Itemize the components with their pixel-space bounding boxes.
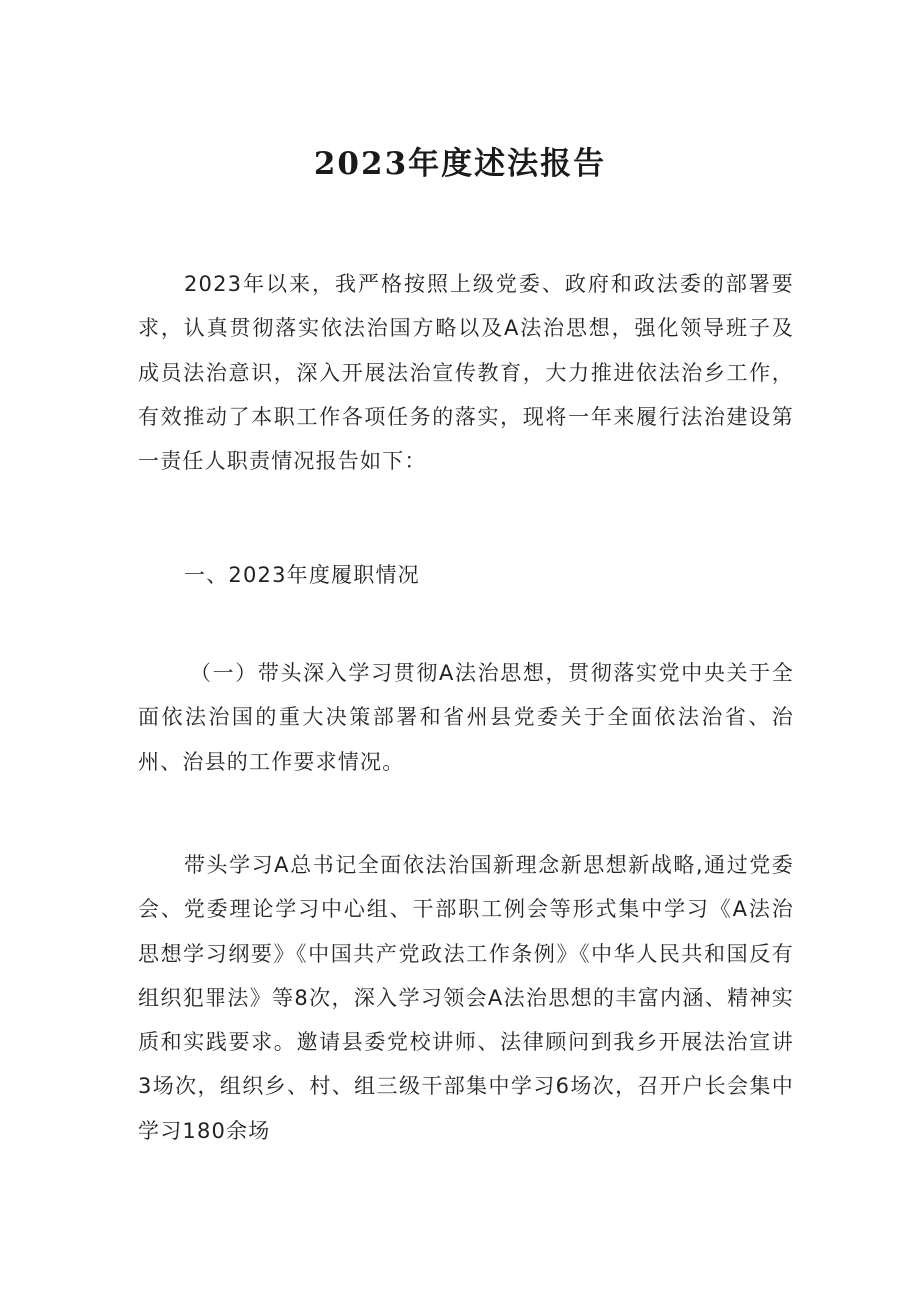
body-paragraph: 带头学习A总书记全面依法治国新理念新思想新战略,通过党委会、党委理论学习中心组、干部职工例会等形式集中学习《A法治思想学习纲要》《中国共产党政法工作条例》《中华人民共和国反有组织犯罪法》等8次，深入学习领会A法治思想的丰富内涵、精神实质和实践要求。邀请县委党校讲师、法律顾问到我乡开展法治宣讲3场次，组织乡、村、组三级干部集中学习6场次，召开户长会集中学习180余场 <box>138 853 794 1143</box>
subsection-heading: （一）带头深入学习贯彻A法治思想，贯彻落实党中央关于全面依法治国的重大决策部署和省州县党委关于全面依法治省、治州、治县的工作要求情况。 <box>138 661 794 774</box>
document-title: 2023年度述法报告 <box>313 146 607 182</box>
intro-paragraph: 2023年以来，我严格按照上级党委、政府和政法委的部署要求，认真贯彻落实依法治国方略以及A法治思想，强化领导班子及成员法治意识，深入开展法治宣传教育，大力推进依法治乡工作，有效推动了本职工作各项任务的落实，现将一年来履行法治建设第一责任人职责情况报告如下： <box>138 272 794 474</box>
section-heading: 一、2023年度履职情况 <box>184 563 420 587</box>
